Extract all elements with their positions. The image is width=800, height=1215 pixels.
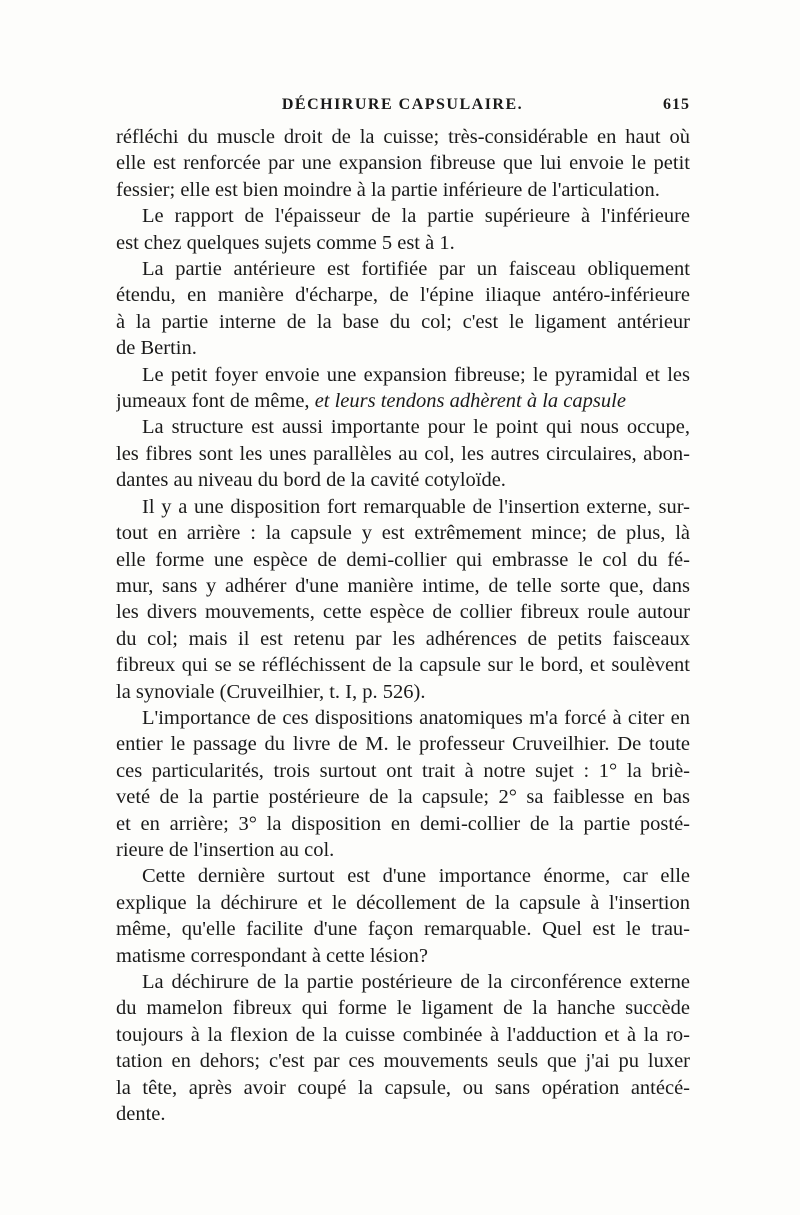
running-title: DÉCHIRURE CAPSULAIRE. — [281, 96, 524, 113]
text-line-content: La structure est aussi importante pour le point qui nous occupe, — [142, 416, 690, 439]
text-line-content: ces particularités, trois surtout ont trait à notre sujet : 1° la briè- — [116, 759, 690, 782]
text-line — [116, 150, 690, 176]
italic-phrase: et leurs tendons adhèrent à la capsule — [314, 390, 626, 413]
text-line — [116, 520, 690, 546]
text-line-content: La partie antérieure est fortifiée par un faisceau obliquement — [142, 258, 690, 281]
text-line-content: veté de la partie postérieure de la capsule; 2° sa faiblesse en bas — [116, 786, 690, 809]
text-line — [116, 811, 690, 837]
text-line — [116, 731, 690, 757]
text-line — [116, 943, 690, 969]
text-line — [116, 309, 690, 335]
text-line — [116, 494, 690, 520]
text-line-content: étendu, en manière d'écharpe, de l'épine iliaque antéro-inférieure — [116, 284, 690, 307]
text-line-content: est chez quelques sujets comme 5 est à 1. — [116, 231, 455, 254]
text-line — [116, 203, 690, 229]
text-line — [116, 652, 690, 678]
text-line — [116, 124, 690, 150]
text-line-content: les divers mouvements, cette espèce de collier fibreux roule autour — [116, 601, 690, 624]
text-line-content: entier le passage du livre de M. le professeur Cruveilhier. De toute — [116, 733, 690, 756]
text-line-content: même, qu'elle facilite d'une façon remarquable. Quel est le trau- — [116, 918, 690, 941]
text-line-content: les fibres sont les unes parallèles au col, les autres circulaires, abon- — [116, 442, 690, 465]
text-line — [116, 547, 690, 573]
text-line-content: mur, sans y adhérer d'une manière intime, de telle sorte que, dans — [116, 574, 690, 597]
text-line — [116, 995, 690, 1021]
text-line-content: elle forme une espèce de demi-collier qui embrasse le col du fé- — [116, 548, 690, 571]
text-line — [116, 388, 690, 414]
text-line — [116, 1075, 690, 1101]
text-line — [116, 863, 690, 889]
text-line-content: toujours à la flexion de la cuisse combinée à l'adduction et à la ro- — [116, 1023, 690, 1046]
text-line-content: Le rapport de l'épaisseur de la partie supérieure à l'inférieure — [142, 205, 690, 228]
text-line — [116, 599, 690, 625]
text-line-content: elle est renforcée par une expansion fibreuse que lui envoie le petit — [116, 152, 690, 175]
text-line-content: Cette dernière surtout est d'une importance énorme, car elle — [142, 865, 690, 888]
text-line-content: de Bertin. — [116, 337, 197, 360]
text-line — [116, 467, 690, 493]
text-line-content: tation en dehors; c'est par ces mouvements seuls que j'ai pu luxer — [116, 1050, 690, 1073]
text-line-content: L'importance de ces dispositions anatomiques m'a forcé à citer en — [142, 706, 690, 729]
text-line — [116, 1101, 690, 1127]
text-line-content: jumeaux font de même, — [116, 390, 315, 413]
text-line — [116, 256, 690, 282]
text-line-content: du mamelon fibreux qui forme le ligament de la hanche succède — [116, 997, 690, 1020]
text-line-content: réfléchi du muscle droit de la cuisse; très-considérable en haut où — [116, 126, 690, 148]
text-line — [116, 916, 690, 942]
text-line — [116, 705, 690, 731]
text-line — [116, 890, 690, 916]
text-line — [116, 335, 690, 361]
text-line — [116, 758, 690, 784]
text-line-content: à la partie interne de la base du col; c'est le ligament antérieur — [116, 310, 690, 333]
text-line — [116, 441, 690, 467]
text-line — [116, 1022, 690, 1048]
text-line — [116, 626, 690, 652]
text-line-content: fessier; elle est bien moindre à la partie inférieure de l'articulation. — [116, 178, 660, 201]
text-line-content: La déchirure de la partie postérieure de la circonférence externe — [142, 971, 690, 993]
text-line — [116, 362, 690, 388]
running-head — [115, 96, 690, 120]
text-line-content: Il y a une disposition fort remarquable de l'insertion externe, sur- — [142, 495, 690, 518]
text-line-content: la synoviale (Cruveilhier, t. I, p. 526). — [116, 680, 426, 703]
text-line — [116, 1048, 690, 1074]
text-line-content: Le petit foyer envoie une expansion fibreuse; le pyramidal et les — [142, 363, 690, 386]
text-line-content: dantes au niveau du bord de la cavité cotyloïde. — [116, 469, 506, 492]
body-text — [116, 124, 690, 1127]
text-line-content: rieure de l'insertion au col. — [116, 838, 335, 861]
text-line — [116, 969, 690, 995]
text-line-content: du col; mais il est retenu par les adhérences de petits faisceaux — [116, 627, 690, 650]
page-number: 615 — [663, 96, 690, 113]
text-line-content: la tête, après avoir coupé la capsule, ou sans opération antécé- — [116, 1076, 690, 1099]
text-line — [116, 414, 690, 440]
text-line-content: explique la déchirure et le décollement de la capsule à l'insertion — [116, 891, 690, 914]
text-line — [116, 837, 690, 863]
text-line-content: matisme correspondant à cette lésion? — [116, 944, 428, 967]
text-line-content: tout en arrière : la capsule y est extrêmement mince; de plus, là — [116, 522, 690, 545]
text-line-content: fibreux qui se se réfléchissent de la capsule sur le bord, et soulèvent — [116, 654, 690, 677]
text-line — [116, 679, 690, 705]
text-line — [116, 230, 690, 256]
text-line-content: dente. — [116, 1103, 166, 1126]
text-line — [116, 784, 690, 810]
text-line-content: et en arrière; 3° la disposition en demi-collier de la partie posté- — [116, 812, 690, 835]
text-line — [116, 573, 690, 599]
text-line — [116, 177, 690, 203]
text-line — [116, 282, 690, 308]
